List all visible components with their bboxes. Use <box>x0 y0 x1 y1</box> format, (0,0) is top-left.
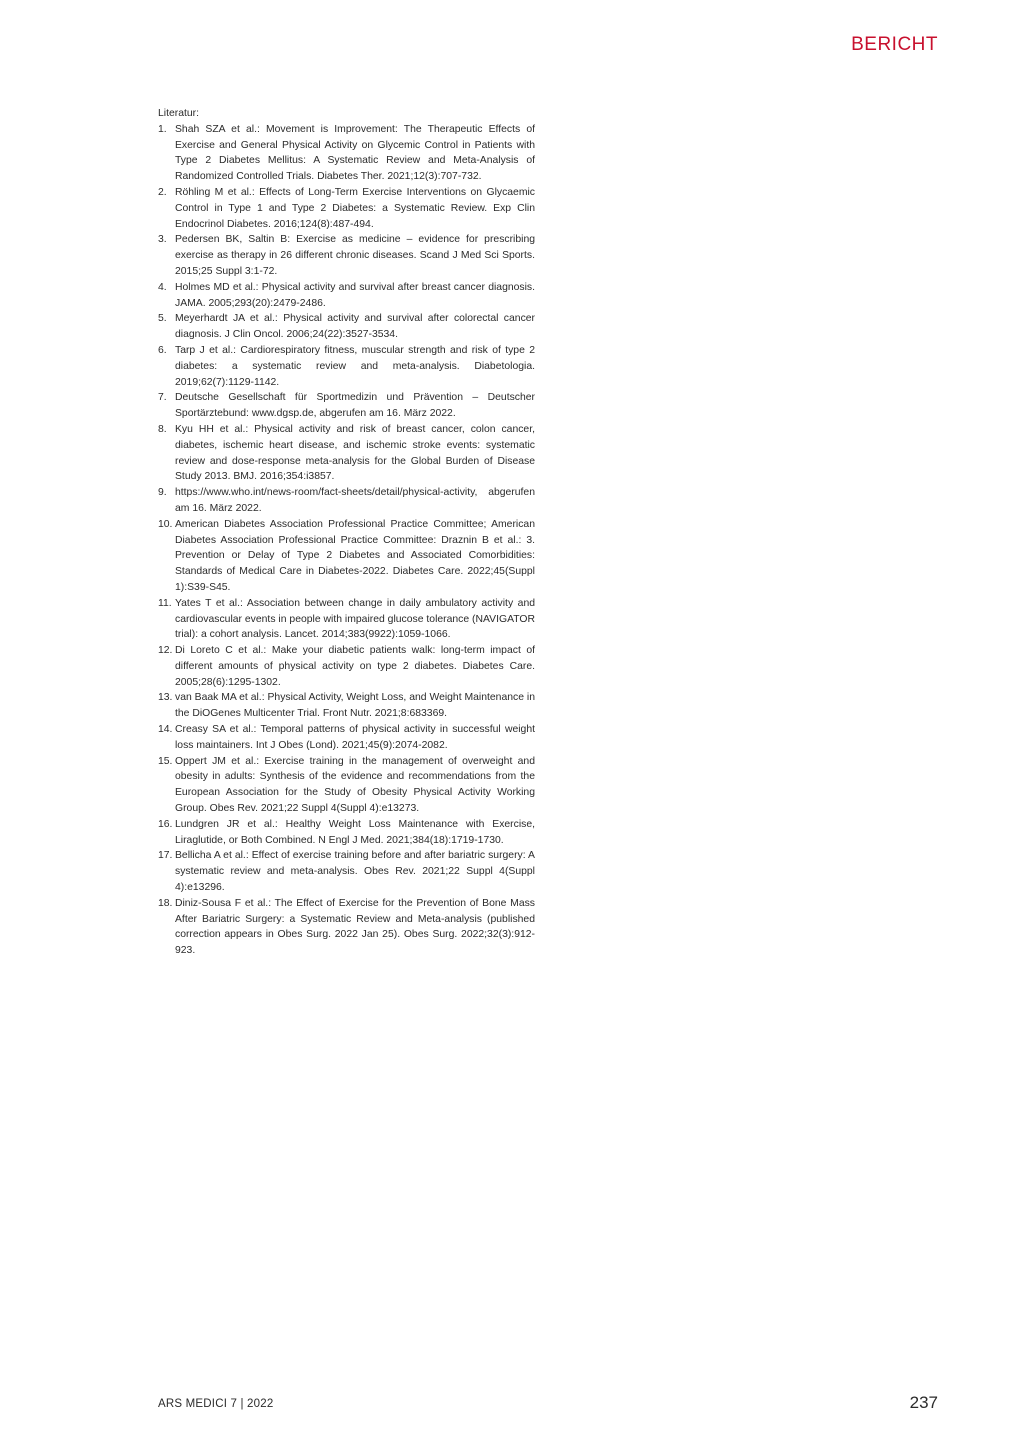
reference-number: 18. <box>158 897 173 909</box>
reference-text: Di Loreto C et al.: Make your diabetic patients walk: long-term impact of different amounts of physical activity on type 2 diabetes. Diabetes Care. 2005;28(6):1295-1302. <box>175 645 535 688</box>
reference-text: Diniz-Sousa F et al.: The Effect of Exercise for the Prevention of Bone Mass After Bariatric Surgery: a Systematic Review and Meta-analysis (published correction appears in Obes Surg. 2022 Jan 25). Obes Surg. 2022;32(3):912-923. <box>175 897 535 957</box>
reference-number: 8. <box>158 423 167 435</box>
reference-text: Kyu HH et al.: Physical activity and risk of breast cancer, colon cancer, diabetes, ischemic heart disease, and ischemic stroke events: systematic review and dose-response meta-analysis for the Global Burden of Disease Study 2013. BMJ. 2016;354:i3857. <box>175 423 535 483</box>
reference-item <box>158 596 535 643</box>
reference-number: 7. <box>158 392 167 404</box>
references-heading: Literatur: <box>158 108 200 119</box>
footer-journal-issue: ARS MEDICI 7 | 2022 <box>158 1398 274 1410</box>
reference-item <box>158 280 535 312</box>
reference-text: Creasy SA et al.: Temporal patterns of physical activity in successful weight loss maintainers. Int J Obes (Lond). 2021;45(9):2074-2082. <box>175 724 535 751</box>
references-list <box>158 122 535 959</box>
reference-number: 10. <box>158 518 173 530</box>
reference-text: Röhling M et al.: Effects of Long-Term Exercise Interventions on Glycaemic Control in Type 1 and Type 2 Diabetes: a Systematic Review. Exp Clin Endocrinol Diabetes. 2016;124(8):487-494. <box>175 186 535 230</box>
reference-item <box>158 422 535 485</box>
reference-text: Lundgren JR et al.: Healthy Weight Loss Maintenance with Exercise, Liraglutide, or Both Combined. N Engl J Med. 2021;384(18):1719-1730. <box>175 818 535 846</box>
reference-item <box>158 517 535 596</box>
reference-text: Holmes MD et al.: Physical activity and survival after breast cancer diagnosis. JAMA. 2005;293(20):2479-2486. <box>175 281 535 309</box>
section-label: BERICHT <box>851 34 938 55</box>
references-section <box>158 106 535 959</box>
reference-number: 11. <box>158 597 172 609</box>
reference-text: van Baak MA et al.: Physical Activity, Weight Loss, and Weight Maintenance in the DiOGenes Multicenter Trial. Front Nutr. 2021;8:683369. <box>175 692 535 720</box>
reference-text: Meyerhardt JA et al.: Physical activity and survival after colorectal cancer diagnosis. J Clin Oncol. 2006;24(22):3527-3534. <box>175 313 535 341</box>
reference-number: 5. <box>158 313 167 325</box>
reference-number: 15. <box>158 755 173 767</box>
reference-number: 14. <box>158 724 173 736</box>
reference-item <box>158 896 535 959</box>
reference-item <box>158 232 535 279</box>
reference-item <box>158 754 535 817</box>
reference-text: Deutsche Gesellschaft für Sportmedizin und Prävention – Deutscher Sportärztebund: www.dgsp.de, abgerufen am 16. März 2022. <box>175 392 535 420</box>
reference-item <box>158 722 535 754</box>
reference-text: Pedersen BK, Saltin B: Exercise as medicine – evidence for prescribing exercise as therapy in 26 different chronic diseases. Scand J Med Sci Sports. 2015;25 Suppl 3:1-72. <box>175 234 535 277</box>
reference-number: 1. <box>158 123 167 135</box>
reference-item <box>158 122 535 185</box>
reference-number: 4. <box>158 281 167 293</box>
reference-item <box>158 848 535 895</box>
reference-number: 12. <box>158 645 173 657</box>
reference-item <box>158 343 535 390</box>
reference-text: Yates T et al.: Association between change in daily ambulatory activity and cardiovascular events in people with impaired glucose tolerance (NAVIGATOR trial): a cohort analysis. Lancet. 2014;383(9922):1059-1066. <box>175 597 535 641</box>
reference-number: 2. <box>158 186 167 198</box>
reference-text: American Diabetes Association Professional Practice Committee; American Diabetes Association Professional Practice Committee: Draznin B et al.: 3. Prevention or Delay of Type 2 Diabetes and Associated Comorbidities: Standards of Medical Care in Diabetes-2022. Diabetes Care. 2022;45(Suppl 1):S39-S45. <box>175 518 535 593</box>
reference-number: 13. <box>158 692 173 704</box>
reference-item <box>158 390 535 422</box>
reference-number: 17. <box>158 850 173 862</box>
reference-item <box>158 817 535 849</box>
reference-item <box>158 311 535 343</box>
reference-text: Oppert JM et al.: Exercise training in the management of overweight and obesity in adults: Synthesis of the evidence and recommendations from the European Association for the Study of Obesity Physical Activity Working Group. Obes Rev. 2021;22 Suppl 4(Suppl 4):e13273. <box>175 755 535 815</box>
reference-item <box>158 185 535 232</box>
reference-text: Tarp J et al.: Cardiorespiratory fitness, muscular strength and risk of type 2 diabetes: a systematic review and meta-analysis. Diabetologia. 2019;62(7):1129-1142. <box>175 344 535 388</box>
reference-number: 16. <box>158 818 173 830</box>
reference-number: 6. <box>158 344 167 356</box>
reference-text: https://www.who.int/news-room/fact-sheets/detail/physical-activity, abgerufen am 16. März 2022. <box>175 487 535 514</box>
reference-text: Bellicha A et al.: Effect of exercise training before and after bariatric surgery: A systematic review and meta-analysis. Obes Rev. 2021;22 Suppl 4(Suppl 4):e13296. <box>175 850 535 894</box>
reference-text: Shah SZA et al.: Movement is Improvement: The Therapeutic Effects of Exercise and General Physical Activity on Glycemic Control in Patients with Type 2 Diabetes Mellitus: A Systematic Review and Meta-Analysis of Randomized Controlled Trials. Diabetes Ther. 2021;12(3):707-732. <box>175 123 535 183</box>
page-number: 237 <box>909 1393 938 1412</box>
reference-item <box>158 643 535 690</box>
reference-item <box>158 485 535 517</box>
reference-number: 3. <box>158 234 167 246</box>
reference-number: 9. <box>158 487 167 499</box>
reference-item <box>158 690 535 722</box>
